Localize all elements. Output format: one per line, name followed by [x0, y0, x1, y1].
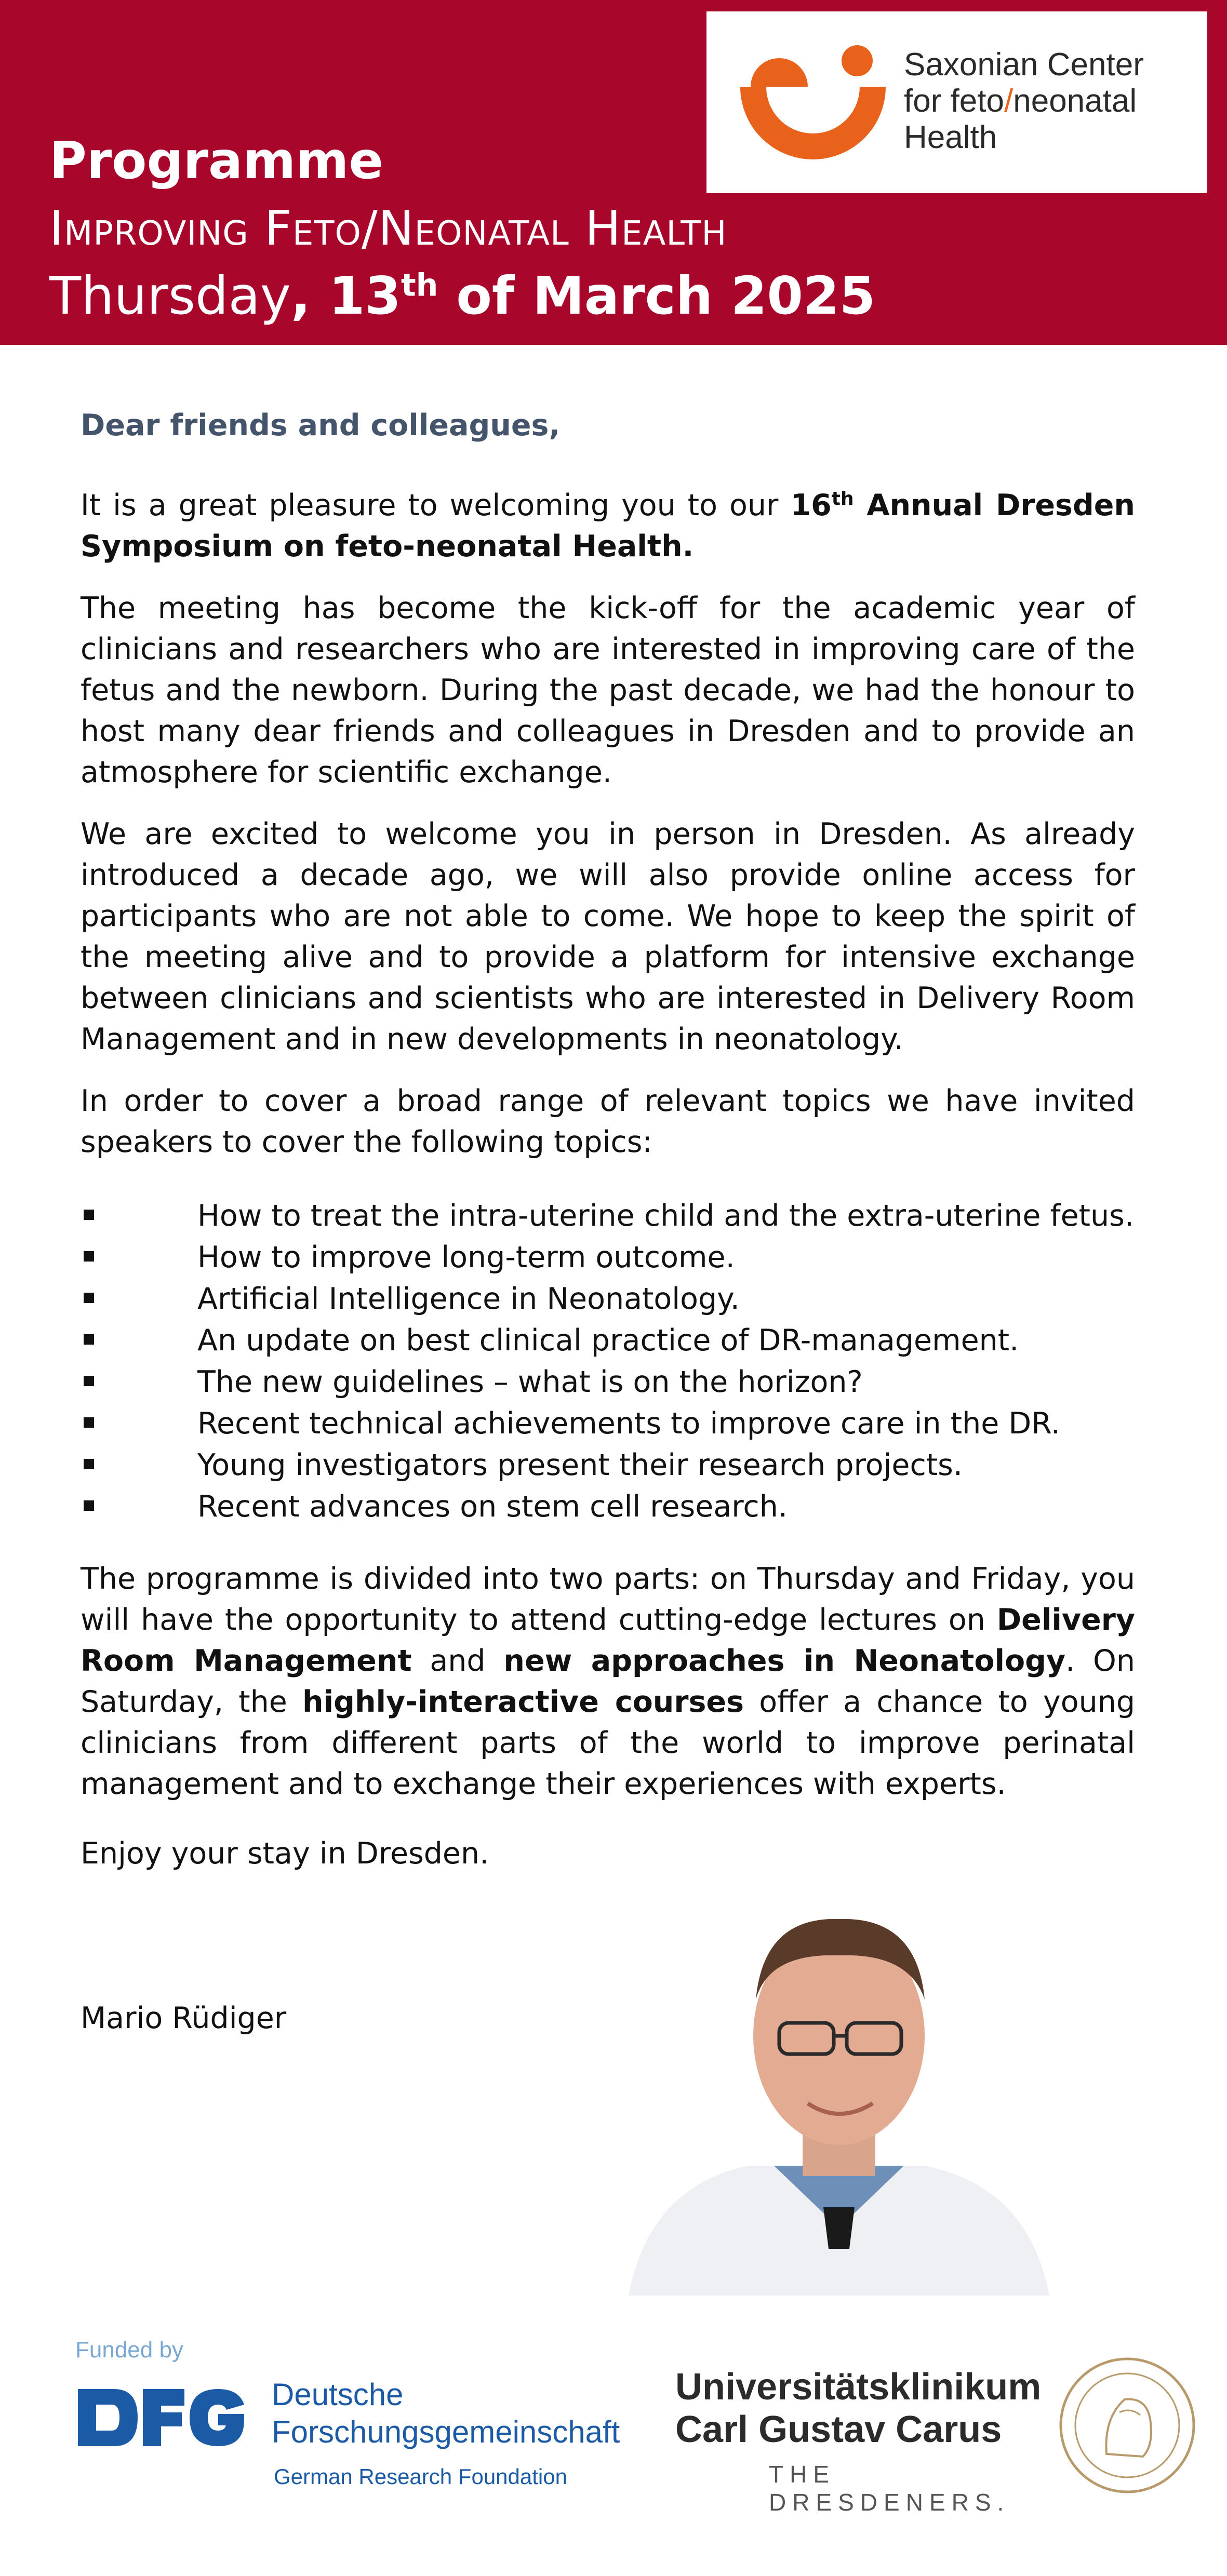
dfg-line-2: Forschungsgemeinschaft	[272, 2414, 620, 2449]
list-item: An update on best clinical practice of DR-management.	[81, 1320, 1135, 1361]
uk-line-2: Carl Gustav Carus	[675, 2409, 1002, 2450]
intro-paragraph: It is a great pleasure to welcoming you to our 16th Annual Dresden Symposium on feto-neonatal Health.	[81, 488, 1136, 564]
list-item: How to treat the intra-uterine child and the extra-uterine fetus.	[81, 1195, 1135, 1237]
dfg-line-1: Deutsche	[272, 2377, 404, 2412]
bullet-icon	[84, 1500, 94, 1511]
salutation: Dear friends and colleagues,	[81, 408, 561, 442]
topics-intro-paragraph: In order to cover a broad range of relevant topics we have invited speakers to cover the following topics:	[81, 1084, 1135, 1159]
bullet-icon	[84, 1334, 94, 1345]
bullet-icon	[84, 1376, 94, 1386]
event-title: Improving Feto/Neonatal Health	[49, 200, 727, 256]
closing-line: Enjoy your stay in Dresden.	[81, 1836, 489, 1871]
header-banner	[0, 0, 1227, 345]
dfg-logo	[73, 2384, 249, 2451]
list-item: How to improve long-term outcome.	[81, 1237, 1135, 1278]
event-date: Thursday, 13th of March 2025	[49, 265, 876, 326]
funded-by-label: Funded by	[75, 2337, 183, 2363]
list-item: Recent advances on stem cell research.	[81, 1486, 1135, 1527]
carl-gustav-carus-seal-icon	[1057, 2355, 1197, 2496]
signature: Mario Rüdiger	[81, 2001, 287, 2035]
list-item: Recent technical achievements to improve care in the DR.	[81, 1403, 1135, 1444]
university-hospital-logo	[675, 2366, 1042, 2516]
list-item: Young investigators present their research projects.	[81, 1444, 1135, 1486]
programme-parts-paragraph: The programme is divided into two parts: on Thursday and Friday, you will have the opportunity to attend cutting-edge lectures on Delivery Room Management and new approaches in Neonatology. On Saturday, the highly-interactive courses offer a chance to young clinicians from different parts of the world to improve perinatal management and to exchange their experiences with experts.	[81, 1562, 1136, 1801]
bullet-icon	[84, 1293, 94, 1303]
bullet-icon	[84, 1459, 94, 1469]
programme-heading: Programme	[49, 131, 383, 191]
logo-line-1: Saxonian Center	[904, 47, 1144, 83]
logo-line-2: for feto/neonatal	[904, 83, 1137, 119]
dfg-name	[272, 2376, 620, 2451]
uk-tagline: THE DRESDENERS.	[769, 2461, 1010, 2516]
welcome-letter	[81, 405, 1135, 2039]
list-item: The new guidelines – what is on the horizon?	[81, 1361, 1135, 1403]
online-access-paragraph: We are excited to welcome you in person in Dresden. As already introduced a decade ago, we will also provide online access for participants who are not able to come. We hope to keep the spirit of the meeting alive and to provide a platform for intensive exchange between clinicians and scientists who are interested in Delivery Room Management and in new developments in neonatology.	[81, 817, 1135, 1056]
bullet-icon	[84, 1210, 94, 1220]
topic-list	[81, 1195, 1135, 1527]
list-item: Artificial Intelligence in Neonatology.	[81, 1278, 1135, 1320]
portrait-photo	[618, 1896, 1060, 2296]
logo-text	[904, 47, 1195, 156]
bullet-icon	[84, 1251, 94, 1262]
meeting-paragraph: The meeting has become the kick-off for the academic year of clinicians and researchers who are interested in improving care of the fetus and the newborn. During the past decade, we had the honour to host many dear friends and colleagues in Dresden and to provide an atmosphere for scientific exchange.	[81, 591, 1135, 789]
bullet-icon	[84, 1417, 94, 1428]
uk-line-1: Universitätsklinikum	[675, 2366, 1042, 2408]
dfg-subtitle: German Research Foundation	[274, 2464, 567, 2489]
logo-line-3: Health	[904, 119, 997, 155]
